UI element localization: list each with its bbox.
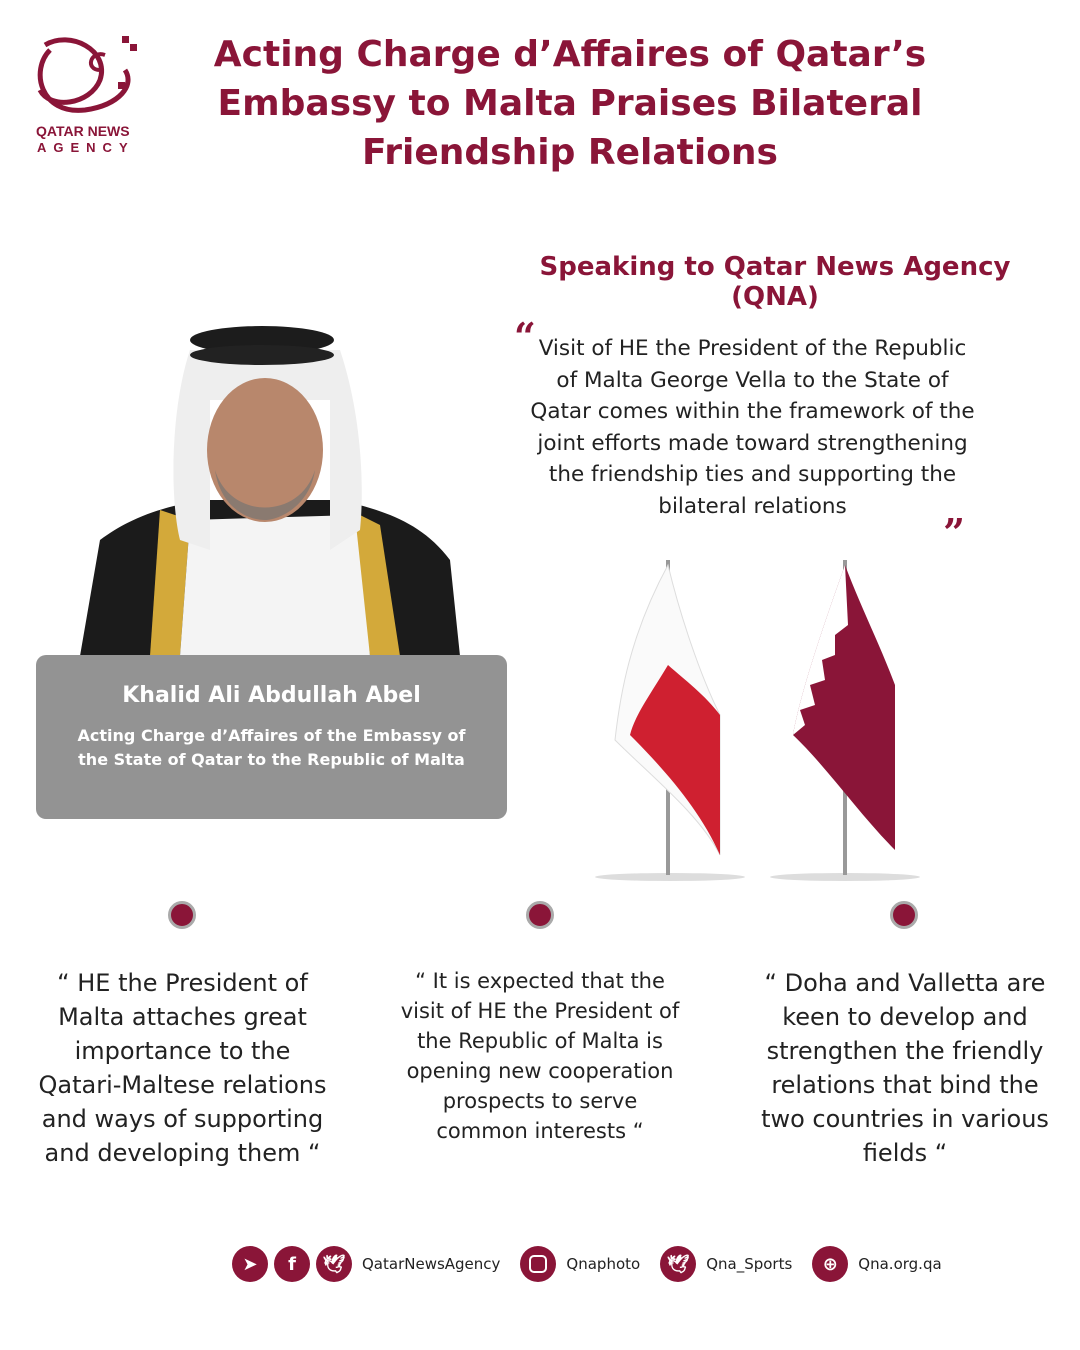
twitter-icon[interactable]: 🕊 bbox=[316, 1246, 352, 1282]
person-name: Khalid Ali Abdullah Abel bbox=[122, 683, 421, 708]
main-quote bbox=[514, 314, 975, 555]
point-2: “ It is expected that the visit of HE the President of the Republic of Malta is opening new cooperation prospects to serve common interests “ bbox=[400, 969, 680, 1143]
open-quote-icon: “ bbox=[514, 314, 536, 359]
qna-emblem-icon bbox=[30, 30, 145, 120]
close-quote-icon: ” bbox=[943, 509, 965, 555]
portrait-image bbox=[80, 320, 460, 656]
instagram-handle-link[interactable]: Qnaphoto bbox=[566, 1255, 641, 1273]
point-3: “ Doha and Valletta are keen to develop and strengthen the friendly relations that bind the two countries in various fields “ bbox=[761, 969, 1049, 1167]
person-card bbox=[36, 655, 507, 819]
instagram-icon[interactable] bbox=[520, 1246, 556, 1282]
globe-icon[interactable]: ⊕ bbox=[812, 1246, 848, 1282]
subtitle: Speaking to Qatar News Agency (QNA) bbox=[539, 252, 1011, 312]
main-quote-text: Visit of HE the President of the Republic of Malta George Vella to the State of Qatar comes within the framework of the joint efforts made toward strengthening the friendship ties and supporting the bilateral relations bbox=[530, 336, 975, 519]
facebook-icon[interactable]: f bbox=[274, 1246, 310, 1282]
qna-logo bbox=[30, 30, 145, 160]
footer-social bbox=[232, 1246, 956, 1282]
social-handle-link[interactable]: QatarNewsAgency bbox=[362, 1255, 501, 1273]
point-1: “ HE the President of Malta attaches great importance to the Qatari-Maltese relations and ways of supporting and developing them “ bbox=[38, 969, 327, 1167]
logo-text-line2: AGENCY bbox=[37, 140, 135, 155]
page-title: Acting Charge d’Affaires of Qatar’s Embassy to Malta Praises Bilateral Friendship Relations bbox=[213, 34, 927, 173]
flags-image bbox=[590, 555, 930, 885]
sports-handle-link[interactable]: Qna_Sports bbox=[706, 1255, 793, 1273]
person-role: Acting Charge d’Affaires of the Embassy of the State of Qatar to the Republic of Malta bbox=[77, 726, 466, 769]
timeline-dot bbox=[168, 901, 196, 929]
timeline-dot bbox=[890, 901, 918, 929]
twitter-icon[interactable]: 🕊 bbox=[660, 1246, 696, 1282]
logo-text-line1: QATAR NEWS bbox=[36, 123, 130, 139]
timeline-dot bbox=[526, 901, 554, 929]
website-link[interactable]: Qna.org.qa bbox=[858, 1255, 942, 1273]
telegram-icon[interactable]: ➤ bbox=[232, 1246, 268, 1282]
